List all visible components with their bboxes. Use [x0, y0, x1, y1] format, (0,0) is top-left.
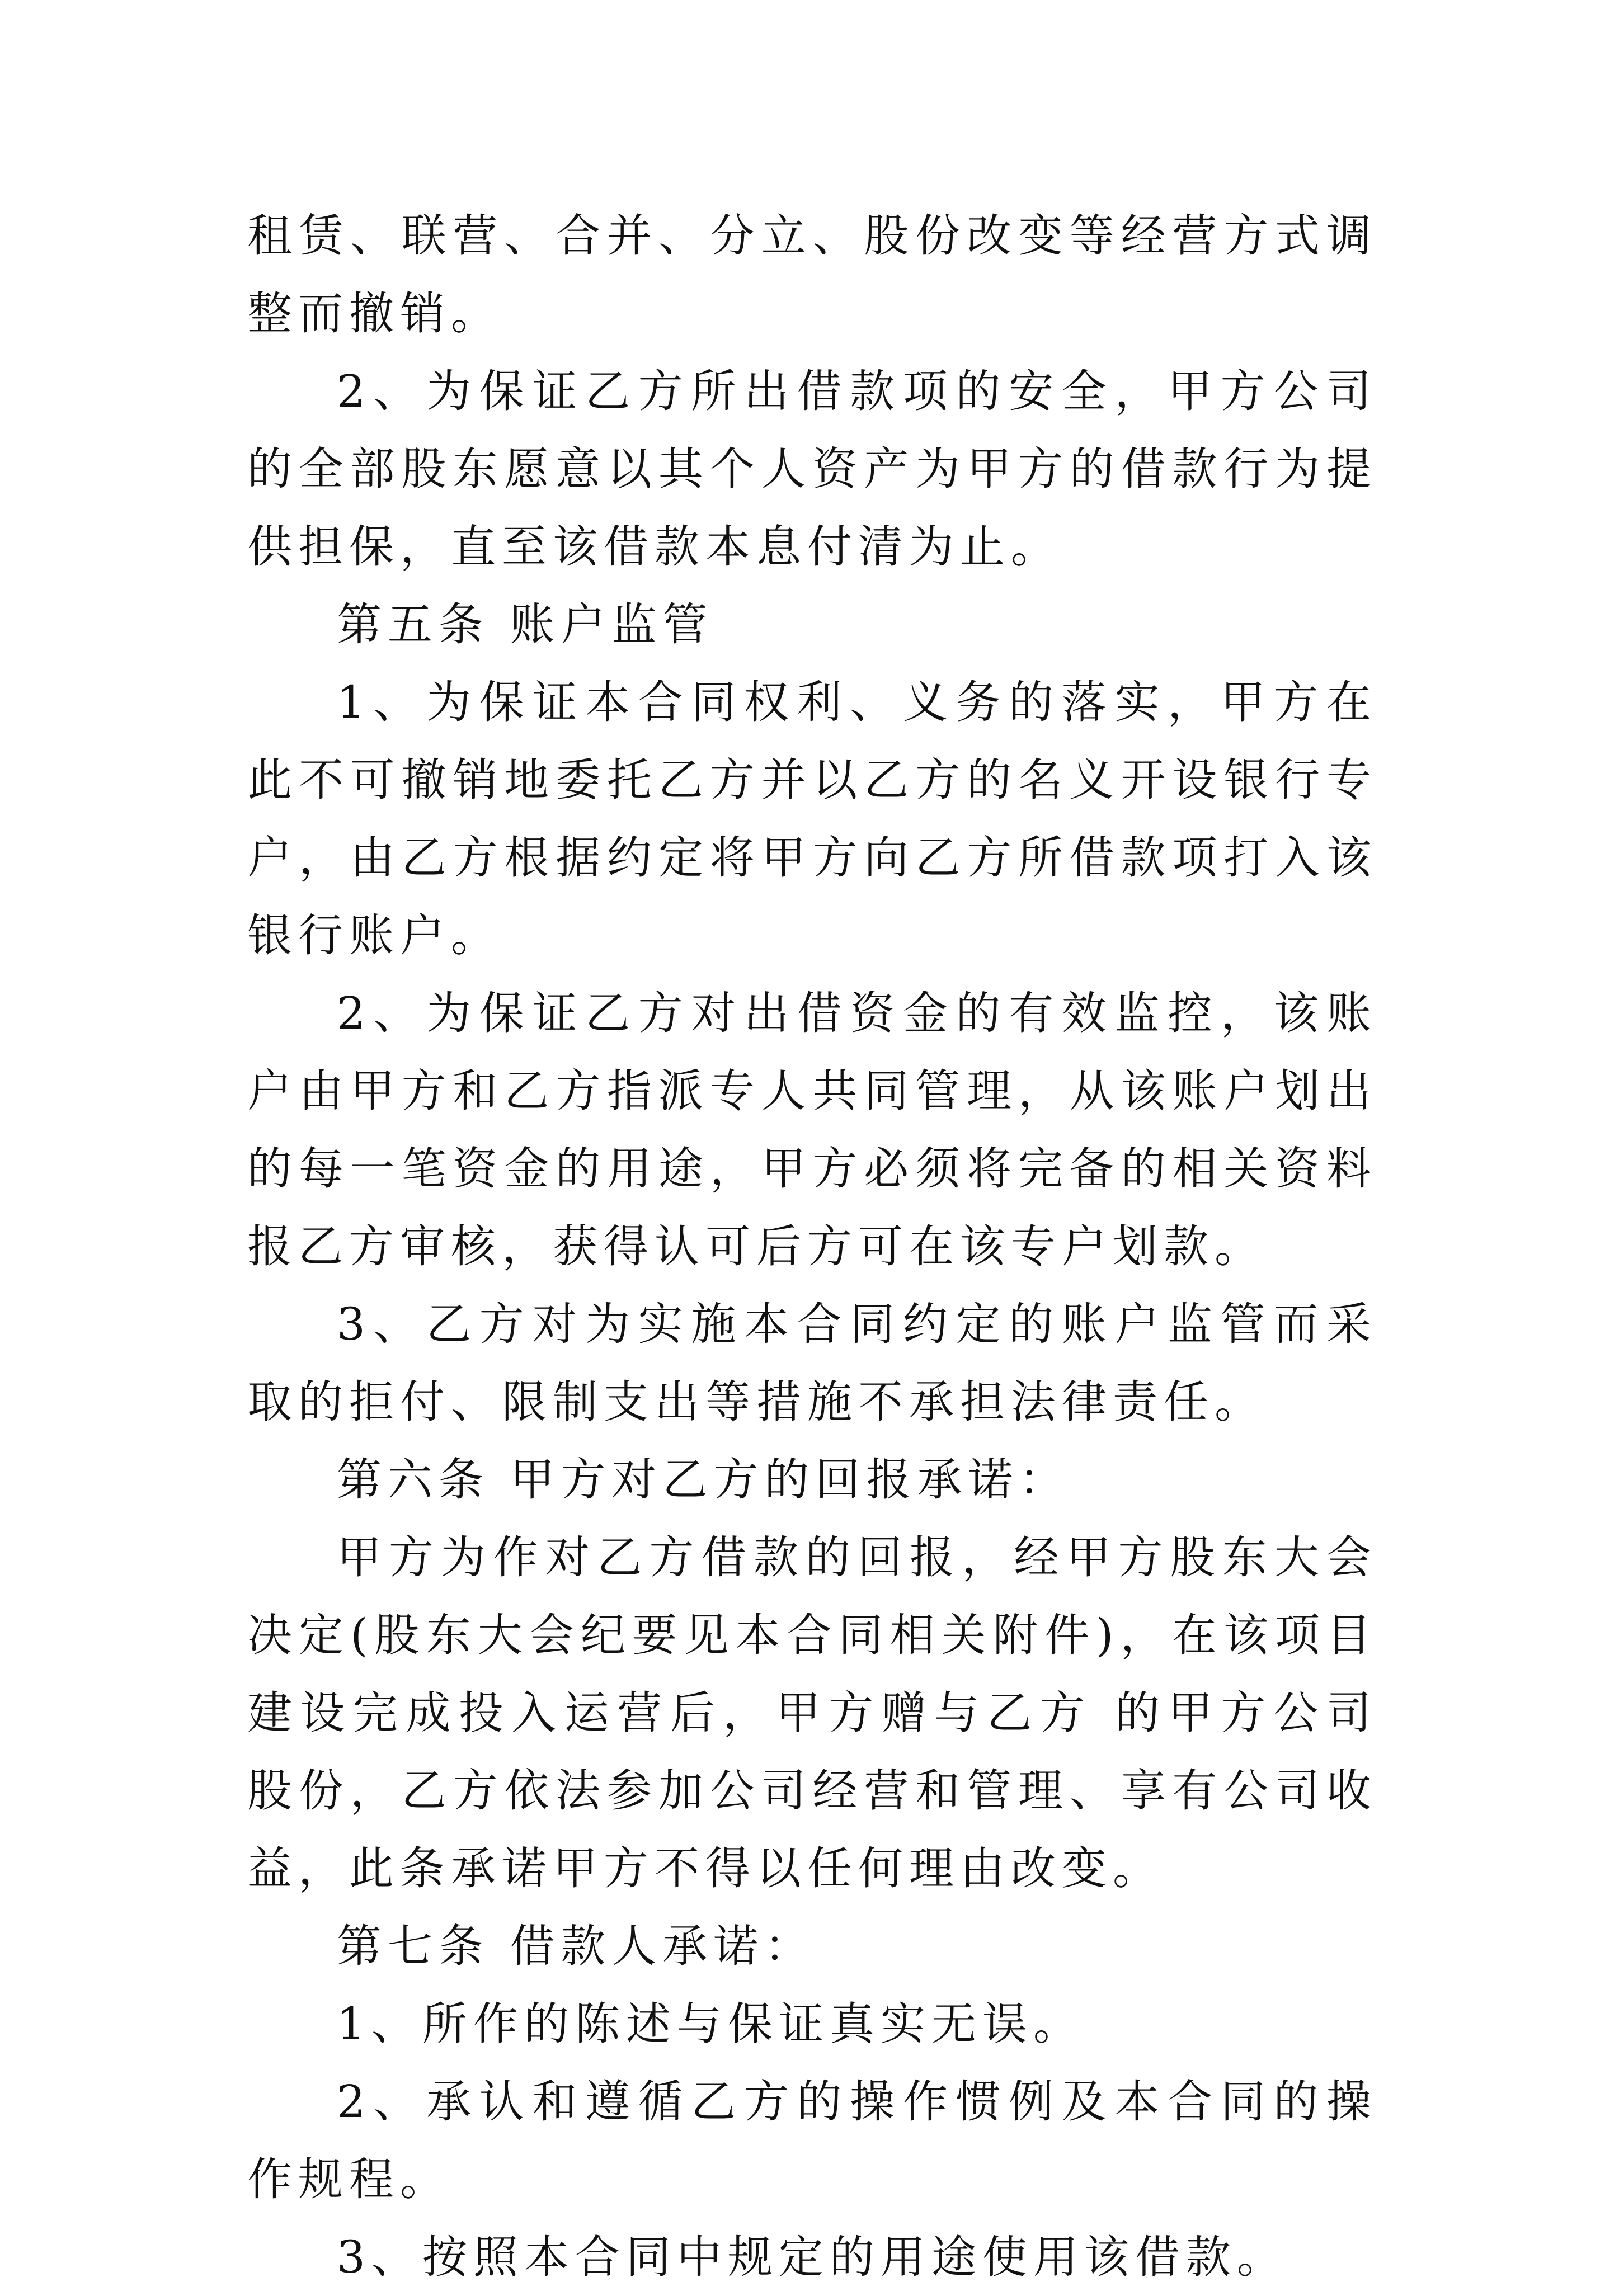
paragraph-clause-7-3: 3、按照本合同中规定的用途使用该借款。	[337, 2231, 1288, 2283]
paragraph-article-6-body: 甲方为作对乙方借款的回报，经甲方股东大会决定(股东大会纪要见本合同相关附件)，在该项目建设完成投入运营后，甲方赠与乙方 的甲方公司股份，乙方依法参加公司经营和管理、享有公司收益，此条承诺甲方不得以任何理由改变。	[247, 1531, 1377, 1894]
heading-article-5: 第五条 账户监管	[337, 598, 714, 650]
paragraph-clause-7-2: 2、承认和遵循乙方的操作惯例及本合同的操作规程。	[247, 2076, 1377, 2205]
heading-article-6: 第六条 甲方对乙方的回报承诺：	[337, 1454, 1070, 1506]
paragraph-clause-4-2: 2、为保证乙方所出借款项的安全，甲方公司的全部股东愿意以其个人资产为甲方的借款行为提供担保，直至该借款本息付清为止。	[247, 365, 1377, 573]
paragraph-continuation: 租赁、联营、合并、分立、股份改变等经营方式调整而撤销。	[247, 210, 1377, 340]
paragraph-clause-5-3: 3、乙方对为实施本合同约定的账户监管而采取的拒付、限制支出等措施不承担法律责任。	[247, 1298, 1377, 1428]
heading-article-7: 第七条 借款人承诺：	[337, 1920, 816, 1972]
document-body	[247, 197, 1377, 2296]
paragraph-clause-5-1: 1、为保证本合同权利、义务的落实，甲方在此不可撤销地委托乙方并以乙方的名义开设银行专户，由乙方根据约定将甲方向乙方所借款项打入该银行账户。	[247, 676, 1377, 961]
paragraph-clause-7-1: 1、所作的陈述与保证真实无误。	[337, 1998, 1084, 2050]
paragraph-clause-5-2: 2、为保证乙方对出借资金的有效监控，该账户由甲方和乙方指派专人共同管理，从该账户划出的每一笔资金的用途，甲方必须将完备的相关资料报乙方审核，获得认可后方可在该专户划款。	[247, 987, 1377, 1272]
